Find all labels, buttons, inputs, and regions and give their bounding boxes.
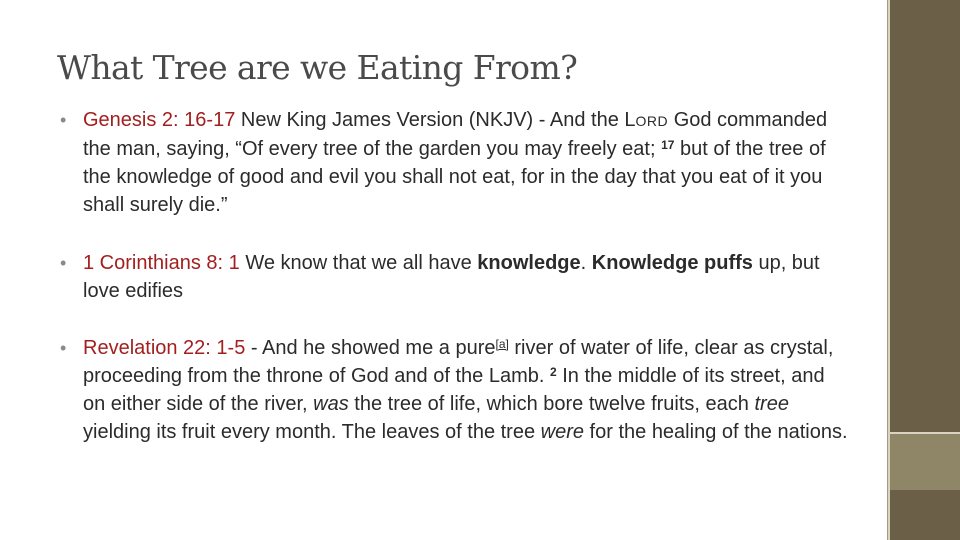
verse-number: 17	[661, 138, 675, 152]
bullet-genesis	[58, 106, 848, 219]
italic-tree: tree	[754, 393, 789, 415]
verse-text: river of water of life, clear as crystal, proceeding from the throne of God and of the Lamb.	[83, 337, 834, 387]
bullet-marker: •	[60, 338, 67, 358]
emphasis-knowledge-puffs: Knowledge puffs	[591, 252, 753, 274]
scripture-reference: 1 Corinthians 8: 1	[83, 252, 240, 274]
verse-text: up, but love edifies	[83, 252, 820, 302]
bullet-marker: •	[60, 110, 67, 130]
bullet-revelation	[58, 334, 848, 446]
italic-was: was	[313, 393, 349, 415]
verse-text: New King James Version (NKJV) - And the L	[235, 109, 636, 131]
italic-were: were	[540, 421, 584, 443]
verse-text: for the healing of the nations.	[584, 421, 848, 443]
slide-title: What Tree are we Eating From?	[57, 48, 578, 87]
bullet-corinthians	[58, 249, 848, 305]
lord-small-caps: ORD	[635, 113, 669, 129]
verse-text: God commanded the man, saying, “Of every tree of the garden you may freely eat;	[83, 109, 828, 160]
sidebar-band-line	[890, 432, 960, 434]
footnote-link[interactable]: [a]	[495, 337, 509, 351]
bullet-marker: •	[60, 253, 67, 273]
verse-text: but of the tree of the knowledge of good and evil you shall not eat, for in the day that you eat of it you shall surely die.”	[83, 138, 826, 216]
verse-text: .	[580, 252, 592, 274]
verse-text: yielding its fruit every month. The leaves of the tree	[83, 421, 541, 443]
bullet-list	[58, 106, 848, 446]
verse-text: the tree of life, which bore twelve fruits, each	[348, 393, 755, 415]
emphasis-knowledge: knowledge	[477, 252, 581, 274]
sidebar-band	[890, 432, 960, 490]
verse-text: In the middle of its street, and on either side of the river,	[83, 365, 825, 415]
verse-number: 2	[549, 365, 557, 379]
verse-text: - And he showed me a pure	[245, 337, 496, 359]
verse-text: We know that we all have	[239, 252, 478, 274]
scripture-reference: Revelation 22: 1-5	[83, 337, 246, 359]
scripture-reference: Genesis 2: 16-17	[83, 109, 236, 131]
